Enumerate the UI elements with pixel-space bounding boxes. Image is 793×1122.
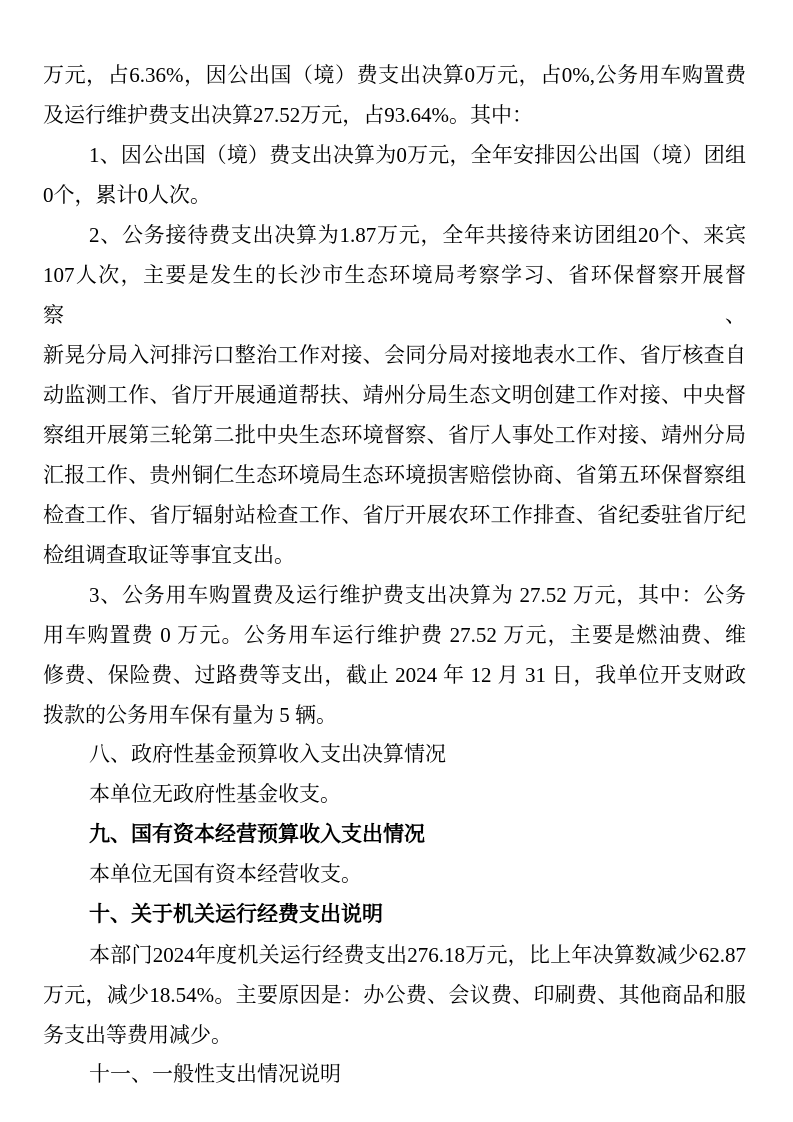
paragraph-line: 修费、保险费、过路费等支出，截止 2024 年 12 月 31 日，我单位开支财政 bbox=[43, 663, 746, 687]
paragraph-line: 及运行维护费支出决算27.52万元，占93.64%。其中： bbox=[43, 103, 533, 127]
paragraph-line: 拨款的公务用车保有量为 5 辆。 bbox=[43, 703, 337, 727]
section-heading: 十一、一般性支出情况说明 bbox=[89, 1063, 341, 1086]
paragraph-line: 用车购置费 0 万元。公务用车运行维护费 27.52 万元，主要是燃油费、维 bbox=[43, 623, 746, 647]
section-heading: 十、关于机关运行经费支出说明 bbox=[89, 903, 383, 926]
paragraph-line: 本单位无政府性基金收支。 bbox=[89, 783, 341, 806]
paragraph-line: 2、公务接待费支出决算为1.87万元，全年共接待来访团组20个、来宾 bbox=[89, 223, 746, 247]
paragraph-line: 0个，累计0人次。 bbox=[43, 183, 211, 207]
document-text-block bbox=[43, 55, 746, 1095]
paragraph-line: 检查工作、省厅辐射站检查工作、省厅开展农环工作排查、省纪委驻省厅纪 bbox=[43, 503, 746, 527]
paragraph-line: 汇报工作、贵州铜仁生态环境局生态环境损害赔偿协商、省第五环保督察组 bbox=[43, 463, 746, 487]
paragraph-line: 动监测工作、省厅开展通道帮扶、靖州分局生态文明创建工作对接、中央督 bbox=[43, 383, 746, 407]
paragraph-line: 万元，减少18.54%。主要原因是：办公费、会议费、印刷费、其他商品和服 bbox=[43, 983, 746, 1007]
paragraph-line: 107人次，主要是发生的长沙市生态环境局考察学习、省环保督察开展督察、 bbox=[43, 263, 746, 327]
paragraph-line: 3、公务用车购置费及运行维护费支出决算为 27.52 万元，其中：公务 bbox=[89, 583, 746, 607]
paragraph-line: 务支出等费用减少。 bbox=[43, 1023, 232, 1047]
paragraph-line: 万元，占6.36%，因公出国（境）费支出决算0万元，占0%,公务用车购置费 bbox=[43, 63, 746, 87]
paragraph-line: 新晃分局入河排污口整治工作对接、会同分局对接地表水工作、省厅核查自 bbox=[43, 343, 746, 367]
paragraph-line: 本单位无国有资本经营收支。 bbox=[89, 863, 362, 886]
paragraph-line: 本部门2024年度机关运行经费支出276.18万元，比上年决算数减少62.87 bbox=[89, 943, 746, 967]
section-heading: 九、国有资本经营预算收入支出情况 bbox=[89, 823, 425, 846]
paragraph-line: 检组调查取证等事宜支出。 bbox=[43, 543, 295, 567]
section-heading: 八、政府性基金预算收入支出决算情况 bbox=[89, 743, 446, 766]
paragraph-line: 1、因公出国（境）费支出决算为0万元，全年安排因公出国（境）团组 bbox=[89, 143, 746, 167]
paragraph-line: 察组开展第三轮第二批中央生态环境督察、省厅人事处工作对接、靖州分局 bbox=[43, 423, 746, 447]
